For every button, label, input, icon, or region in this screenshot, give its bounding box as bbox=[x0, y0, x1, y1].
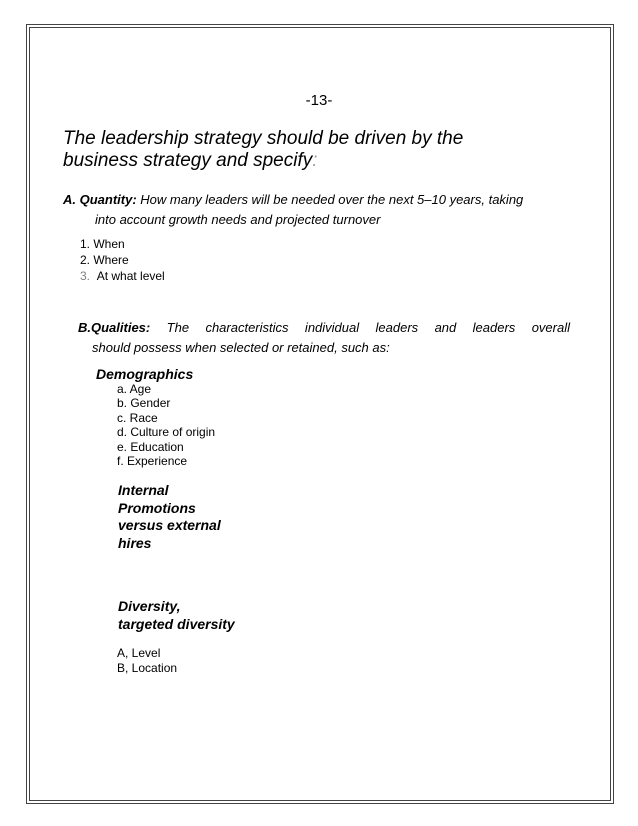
heading-line: targeted diversity bbox=[118, 616, 235, 632]
quantity-paragraph-line-1 bbox=[63, 190, 523, 210]
heading-line: Diversity, bbox=[118, 598, 181, 614]
quantity-list bbox=[80, 236, 165, 284]
heading-line-2-text: business strategy and specify bbox=[63, 150, 313, 171]
list-item: B, Location bbox=[117, 661, 178, 675]
list-item: e. Education bbox=[117, 439, 184, 454]
list-item: 2. Where bbox=[80, 253, 129, 267]
internal-promotions-heading bbox=[118, 482, 221, 552]
quantity-label: A. Quantity: bbox=[63, 192, 137, 207]
heading-line-2 bbox=[63, 150, 463, 172]
demographics-heading: Demographics bbox=[96, 366, 194, 382]
heading-line: Internal bbox=[118, 482, 169, 498]
qualities-paragraph-line-1 bbox=[78, 318, 570, 338]
heading-line: hires bbox=[118, 534, 152, 551]
heading-line-1: The leadership strategy should be driven by the bbox=[63, 128, 464, 149]
page-number: -13- bbox=[305, 92, 333, 109]
list-item: 1. When bbox=[80, 237, 125, 251]
diversity-heading bbox=[118, 597, 235, 633]
list-item: b. Gender bbox=[117, 396, 171, 411]
list-item: A, Level bbox=[117, 646, 161, 660]
heading-line: Promotions bbox=[118, 499, 196, 516]
diversity-list bbox=[117, 646, 177, 676]
list-item: c. Race bbox=[117, 410, 158, 425]
list-item-number: 3. bbox=[80, 269, 91, 283]
qualities-label: B.Qualities: bbox=[78, 320, 151, 335]
qualities-text-1: The characteristics individual leaders and leaders overall bbox=[150, 320, 570, 335]
list-item: a. Age bbox=[117, 382, 152, 396]
heading-colon: : bbox=[312, 150, 318, 171]
list-item: d. Culture of origin bbox=[117, 425, 216, 440]
list-item-text: At what level bbox=[96, 269, 165, 283]
quantity-paragraph-line-2: into account growth needs and projected turnover bbox=[95, 212, 381, 227]
heading-line: versus external bbox=[118, 517, 221, 533]
demographics-list bbox=[117, 382, 215, 468]
qualities-paragraph-line-2: should possess when selected or retained, such as: bbox=[92, 340, 390, 355]
quantity-text-1: How many leaders will be needed over the next 5–10 years, taking bbox=[136, 192, 524, 207]
list-item bbox=[80, 268, 165, 284]
section-heading bbox=[63, 128, 463, 172]
list-item: f. Experience bbox=[117, 454, 188, 469]
